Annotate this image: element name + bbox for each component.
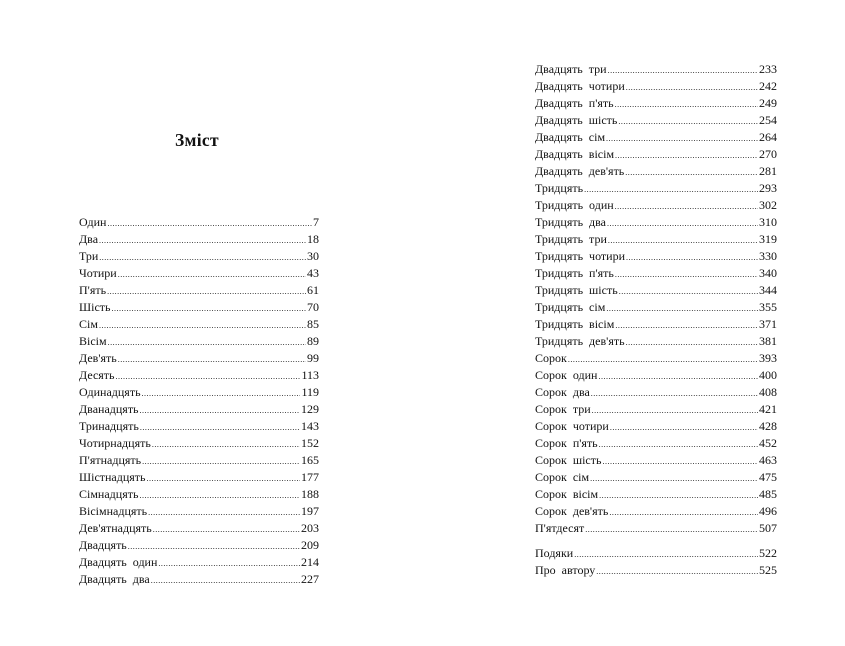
toc-entry-page-number: 371 [759, 317, 777, 331]
toc-entry-label: Тринадцять [79, 419, 139, 433]
dot-leader [584, 181, 758, 197]
toc-entry [79, 452, 319, 469]
toc-entry-label: Двадцять [79, 538, 127, 552]
toc-entry [535, 316, 777, 333]
toc-entry-page-number: 129 [301, 402, 319, 416]
toc-entry-page-number: 522 [759, 546, 777, 560]
dot-leader [602, 453, 758, 469]
toc-entry-page-number: 310 [759, 215, 777, 229]
toc-entry-label: Один [79, 215, 107, 229]
toc-entry-label: Сорок два [535, 385, 590, 399]
toc-entry-page-number: 428 [759, 419, 777, 433]
toc-entry [79, 248, 319, 265]
toc-entry [535, 469, 777, 486]
dot-leader [140, 402, 300, 418]
toc-entry-label: П'ятдесят [535, 521, 585, 535]
dot-leader [108, 334, 306, 350]
toc-entry-label: Про автору [535, 563, 596, 577]
toc-entry-label: Сім [79, 317, 98, 331]
dot-leader [598, 368, 758, 384]
toc-list-left [79, 214, 319, 588]
dot-leader [606, 300, 758, 316]
toc-entry [535, 503, 777, 520]
toc-entry-page-number: 496 [759, 504, 777, 518]
toc-entry-label: Сорок чотири [535, 419, 609, 433]
toc-entry-page-number: 70 [307, 300, 319, 314]
toc-entry-label: Тридцять дев'ять [535, 334, 625, 348]
toc-entry [535, 265, 777, 282]
toc-entry-label: Тридцять [535, 181, 584, 195]
toc-entry-label: Тридцять два [535, 215, 606, 229]
toc-entry-label: Двадцять вісім [535, 147, 615, 161]
dot-leader [607, 215, 758, 231]
toc-entry-page-number: 525 [759, 563, 777, 577]
toc-entry-label: Тридцять три [535, 232, 607, 246]
dot-leader [626, 249, 758, 265]
toc-entry-label: Чотири [79, 266, 117, 280]
toc-entry [79, 316, 319, 333]
toc-entry-page-number: 270 [759, 147, 777, 161]
dot-leader [596, 563, 758, 579]
toc-entry [535, 95, 777, 112]
toc-entry-page-number: 242 [759, 79, 777, 93]
toc-entry-label: Сімнадцять [79, 487, 139, 501]
toc-entry-page-number: 43 [307, 266, 319, 280]
page-title: Зміст [175, 130, 219, 150]
dot-leader [118, 266, 306, 282]
dot-leader [118, 351, 306, 367]
dot-leader [153, 521, 300, 537]
dot-leader [626, 334, 758, 350]
dot-leader [599, 436, 758, 452]
toc-entry-page-number: 119 [301, 385, 319, 399]
toc-entry [535, 452, 777, 469]
toc-entry [535, 562, 777, 579]
dot-leader [615, 266, 758, 282]
toc-entry-label: Двадцять дев'ять [535, 164, 625, 178]
toc-entry [535, 61, 777, 78]
toc-entry-page-number: 203 [301, 521, 319, 535]
toc-entry-label: Сорок дев'ять [535, 504, 609, 518]
toc-entry [535, 231, 777, 248]
dot-leader [615, 96, 758, 112]
toc-entry-label: Тридцять п'ять [535, 266, 614, 280]
toc-entry [535, 78, 777, 95]
toc-entry-label: Двадцять п'ять [535, 96, 614, 110]
dot-leader [152, 436, 300, 452]
toc-entry-page-number: 152 [301, 436, 319, 450]
toc-entry [79, 537, 319, 554]
toc-entry-label: Два [79, 232, 99, 246]
toc-entry [79, 469, 319, 486]
dot-leader [140, 419, 300, 435]
toc-entry-page-number: 30 [307, 249, 319, 263]
toc-entry [535, 129, 777, 146]
toc-entry-label: Тридцять шість [535, 283, 618, 297]
toc-entry-page-number: 61 [307, 283, 319, 297]
toc-entry [79, 435, 319, 452]
toc-entry-page-number: 177 [301, 470, 319, 484]
toc-entry [79, 367, 319, 384]
toc-entry-label: Сорок [535, 351, 567, 365]
toc-entry-label: Двадцять один [79, 555, 158, 569]
toc-entry-page-number: 188 [301, 487, 319, 501]
toc-entry-label: Чотирнадцять [79, 436, 151, 450]
toc-entry [79, 350, 319, 367]
dot-leader [619, 283, 758, 299]
dot-leader [609, 504, 758, 520]
toc-entry [535, 486, 777, 503]
toc-entry [79, 299, 319, 316]
toc-entry [535, 214, 777, 231]
toc-entry-page-number: 89 [307, 334, 319, 348]
toc-entry [535, 299, 777, 316]
toc-entry [79, 401, 319, 418]
toc-entry [535, 248, 777, 265]
toc-entry-page-number: 264 [759, 130, 777, 144]
toc-entry-page-number: 113 [301, 368, 319, 382]
dot-leader [142, 453, 300, 469]
toc-entry-label: Сорок шість [535, 453, 602, 467]
toc-entry-page-number: 344 [759, 283, 777, 297]
toc-entry-page-number: 381 [759, 334, 777, 348]
toc-entry-label: П'ятнадцять [79, 453, 142, 467]
toc-entry-page-number: 233 [759, 62, 777, 76]
toc-entry [79, 571, 319, 588]
toc-entry-label: Двадцять три [535, 62, 607, 76]
dot-leader [107, 215, 312, 231]
toc-entry-label: Сорок вісім [535, 487, 599, 501]
toc-entry-page-number: 254 [759, 113, 777, 127]
toc-entry-label: Три [79, 249, 99, 263]
toc-entry [535, 418, 777, 435]
dot-leader [591, 385, 758, 401]
toc-entry-page-number: 463 [759, 453, 777, 467]
toc-entry [79, 384, 319, 401]
toc-entry-page-number: 143 [301, 419, 319, 433]
toc-entry-page-number: 85 [307, 317, 319, 331]
toc-entry-page-number: 99 [307, 351, 319, 365]
toc-entry [535, 520, 777, 537]
toc-entry-page-number: 214 [301, 555, 319, 569]
dot-leader [568, 351, 758, 367]
dot-leader [151, 572, 300, 588]
dot-leader [139, 487, 300, 503]
toc-entry-label: Подяки [535, 546, 574, 560]
toc-entry-label: Шість [79, 300, 111, 314]
toc-entry [535, 180, 777, 197]
toc-entry-label: Вісімнадцять [79, 504, 148, 518]
toc-entry [535, 384, 777, 401]
toc-entry-label: Сорок один [535, 368, 598, 382]
dot-leader [608, 62, 758, 78]
dot-leader [592, 402, 758, 418]
dot-leader [615, 147, 758, 163]
toc-entry-label: П'ять [79, 283, 107, 297]
toc-entry [535, 282, 777, 299]
toc-entry-page-number: 452 [759, 436, 777, 450]
dot-leader [158, 555, 300, 571]
toc-entry-page-number: 281 [759, 164, 777, 178]
toc-list-extra [535, 545, 777, 579]
toc-entry [535, 435, 777, 452]
dot-leader [574, 546, 758, 562]
dot-leader [116, 368, 301, 384]
toc-entry [535, 350, 777, 367]
toc-entry-page-number: 485 [759, 487, 777, 501]
toc-entry [79, 265, 319, 282]
toc-entry-label: Двадцять шість [535, 113, 618, 127]
toc-entry-page-number: 475 [759, 470, 777, 484]
dot-leader [606, 130, 758, 146]
toc-entry [535, 146, 777, 163]
dot-leader [148, 504, 300, 520]
dot-leader [128, 538, 300, 554]
toc-entry-page-number: 18 [307, 232, 319, 246]
toc-entry [535, 545, 777, 562]
toc-entry-label: Сорок сім [535, 470, 590, 484]
dot-leader [626, 79, 758, 95]
toc-entry-label: Шістнадцять [79, 470, 146, 484]
toc-entry-label: Тридцять сім [535, 300, 606, 314]
toc-entry-page-number: 355 [759, 300, 777, 314]
toc-entry [535, 197, 777, 214]
toc-entry [79, 486, 319, 503]
toc-entry-page-number: 249 [759, 96, 777, 110]
toc-entry-page-number: 302 [759, 198, 777, 212]
dot-leader [99, 232, 306, 248]
dot-leader [615, 198, 758, 214]
toc-entry-page-number: 408 [759, 385, 777, 399]
toc-entry-label: Тридцять чотири [535, 249, 626, 263]
toc-entry-page-number: 227 [301, 572, 319, 586]
dot-leader [615, 317, 758, 333]
toc-entry [79, 503, 319, 520]
toc-entry [535, 401, 777, 418]
dot-leader [618, 113, 758, 129]
dot-leader [142, 385, 301, 401]
toc-entry-page-number: 340 [759, 266, 777, 280]
toc-entry [79, 333, 319, 350]
dot-leader [608, 232, 758, 248]
dot-leader [147, 470, 300, 486]
toc-entry-label: Тридцять вісім [535, 317, 615, 331]
dot-leader [590, 470, 758, 486]
toc-entry-label: Сорок три [535, 402, 591, 416]
toc-entry-page-number: 7 [313, 215, 319, 229]
dot-leader [99, 249, 306, 265]
dot-leader [107, 283, 306, 299]
toc-entry-page-number: 293 [759, 181, 777, 195]
toc-entry-label: Двадцять чотири [535, 79, 625, 93]
toc-entry [79, 520, 319, 537]
dot-leader [610, 419, 758, 435]
toc-entry [535, 112, 777, 129]
toc-entry [79, 554, 319, 571]
toc-entry [535, 333, 777, 350]
toc-entry-label: Тридцять один [535, 198, 614, 212]
toc-entry-page-number: 421 [759, 402, 777, 416]
toc-entry-label: Дев'ять [79, 351, 117, 365]
toc-entry [79, 231, 319, 248]
toc-entry-page-number: 400 [759, 368, 777, 382]
toc-entry [79, 418, 319, 435]
toc-entry-label: Десять [79, 368, 115, 382]
dot-leader [99, 317, 306, 333]
toc-entry [79, 282, 319, 299]
dot-leader [111, 300, 306, 316]
toc-entry [535, 163, 777, 180]
toc-entry-page-number: 507 [759, 521, 777, 535]
toc-entry-page-number: 330 [759, 249, 777, 263]
toc-entry-page-number: 165 [301, 453, 319, 467]
toc-entry-label: Сорок п'ять [535, 436, 598, 450]
toc-entry-label: Дванадцять [79, 402, 139, 416]
toc-entry-page-number: 197 [301, 504, 319, 518]
toc-entry [535, 367, 777, 384]
toc-entry-page-number: 209 [301, 538, 319, 552]
dot-leader [599, 487, 758, 503]
toc-entry-label: Двадцять сім [535, 130, 606, 144]
toc-entry-page-number: 393 [759, 351, 777, 365]
toc-entry-label: Вісім [79, 334, 107, 348]
toc-entry-page-number: 319 [759, 232, 777, 246]
toc-entry-label: Одинадцять [79, 385, 141, 399]
dot-leader [625, 164, 758, 180]
toc-list-right [535, 61, 777, 537]
toc-entry [79, 214, 319, 231]
toc-entry-label: Двадцять два [79, 572, 150, 586]
dot-leader [585, 521, 758, 537]
toc-entry-label: Дев'ятнадцять [79, 521, 152, 535]
